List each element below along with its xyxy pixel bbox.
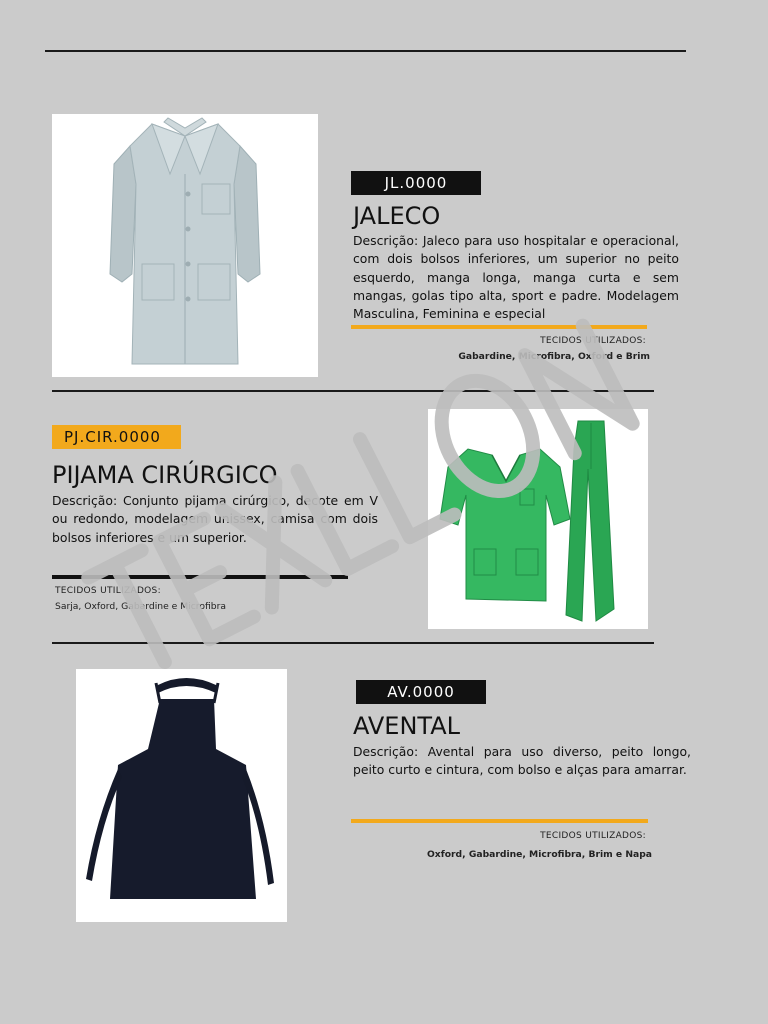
product-description: Descrição: Jaleco para uso hospitalar e operacional, com dois bolsos inferiores, um superior no peito esquerdo, manga longa, manga curta e sem mangas, golas tipo alta, sport e padre. Modelagem Masculina, Feminina e especial <box>353 233 679 322</box>
fabrics-label: TECIDOS UTILIZADOS: <box>55 586 161 596</box>
fabrics-label: TECIDOS UTILIZADOS: <box>540 831 646 841</box>
fabrics-divider <box>52 575 348 579</box>
product-code-badge: JL.0000 <box>351 171 481 195</box>
product-title: PIJAMA CIRÚRGICO <box>52 461 278 489</box>
product-code-badge: AV.0000 <box>356 680 486 704</box>
surgical-scrubs-image <box>428 409 648 629</box>
product-description: Descrição: Avental para uso diverso, peito longo, peito curto e cintura, com bolso e alças para amarrar. <box>353 744 691 778</box>
section-divider <box>52 390 654 392</box>
top-divider <box>45 50 686 52</box>
fabrics-list: Gabardine, Microfibra, Oxford e Brim <box>458 351 650 362</box>
fabrics-divider <box>351 325 647 329</box>
fabrics-divider <box>351 819 648 823</box>
fabrics-label: TECIDOS UTILIZADOS: <box>540 336 646 346</box>
apron-image <box>76 669 287 922</box>
section-divider <box>52 642 654 644</box>
fabrics-list: Oxford, Gabardine, Microfibra, Brim e Napa <box>426 849 652 860</box>
product-code-badge: PJ.CIR.0000 <box>52 425 181 449</box>
product-title: JALECO <box>353 202 441 230</box>
product-title: AVENTAL <box>353 712 461 740</box>
fabrics-list: Sarja, Oxford, Gabardine e Microfibra <box>55 601 227 612</box>
product-description: Descrição: Conjunto pijama cirúrgico, decote em V ou redondo, modelagem unissex, camisa com dois bolsos inferiores e um superior. <box>52 493 378 545</box>
lab-coat-image <box>52 114 318 377</box>
